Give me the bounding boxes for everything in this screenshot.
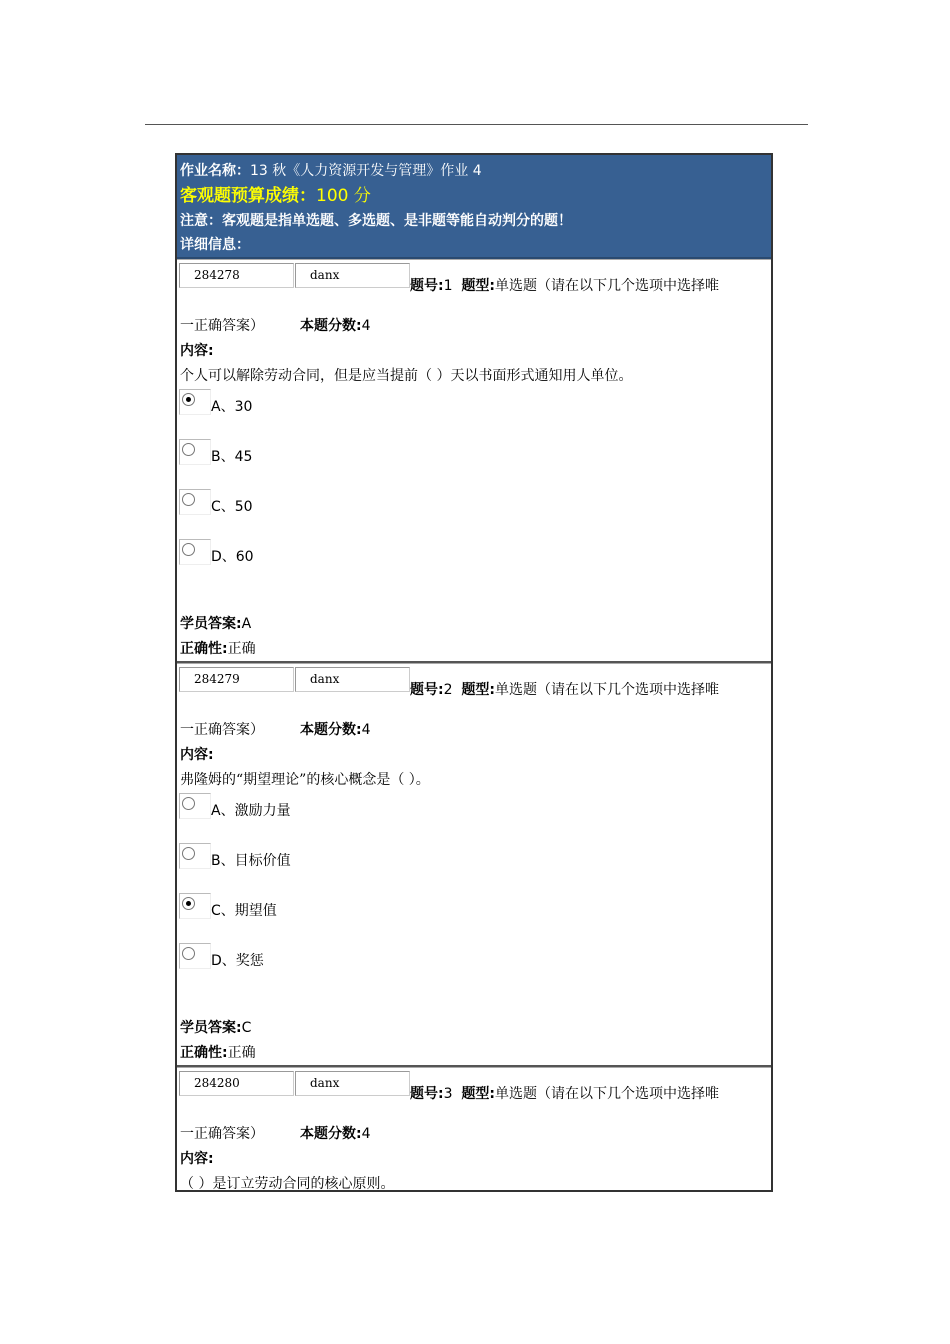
num-label: 题号: (410, 682, 444, 698)
question-number: 3 (443, 1086, 453, 1102)
radio-button[interactable] (182, 847, 195, 860)
question-id-field[interactable]: 284278 (179, 263, 294, 288)
radio-button-checked[interactable] (182, 897, 195, 910)
question-header-cont (180, 718, 371, 742)
question-content: （ ）是订立劳动合同的核心原则。 (180, 1176, 395, 1192)
question-block-2 (177, 663, 771, 1067)
radio-frame (179, 389, 211, 415)
objective-score (180, 183, 771, 209)
question-type: 单选题（请在以下几个选项中选择唯 (495, 682, 720, 698)
homework-header (177, 155, 771, 259)
points-label: 本题分数: (300, 722, 362, 738)
correctness-label: 正确性: (180, 1045, 228, 1061)
content-label: 内容: (180, 747, 214, 763)
option-label: A、30 (211, 399, 253, 415)
radio-button[interactable] (182, 443, 195, 456)
question-content: 个人可以解除劳动合同，但是应当提前（ ）天以书面形式通知用人单位。 (180, 368, 633, 384)
content-label: 内容: (180, 1151, 214, 1167)
question-header-cont (180, 314, 371, 338)
question-type-cont: 一正确答案） (180, 722, 264, 738)
option-label: B、目标价值 (211, 853, 291, 869)
radio-button[interactable] (182, 493, 195, 506)
question-points: 4 (361, 722, 371, 738)
type-label: 题型: (461, 1086, 496, 1102)
score-value: 100 分 (316, 186, 371, 206)
type-label: 题型: (461, 682, 496, 698)
student-answer-label: 学员答案: (180, 616, 242, 632)
radio-frame (179, 943, 211, 969)
type-label: 题型: (461, 278, 496, 294)
question-type: 单选题（请在以下几个选项中选择唯 (495, 278, 720, 294)
student-answer (180, 1016, 251, 1040)
detail-label: 详细信息： (180, 237, 250, 253)
radio-button-checked[interactable] (182, 393, 195, 406)
question-type-code-field[interactable]: danx (295, 1071, 410, 1096)
student-answer-label: 学员答案: (180, 1020, 242, 1036)
question-points: 4 (361, 1126, 371, 1142)
score-label: 客观题预算成绩： (180, 186, 316, 206)
option-label: C、50 (211, 499, 253, 515)
option-label: A、激励力量 (211, 803, 291, 819)
option-label: C、期望值 (211, 903, 277, 919)
correctness-value: 正确 (227, 1045, 256, 1061)
correctness (180, 1041, 256, 1065)
top-divider (145, 124, 808, 125)
notice-text: 注意：客观题是指单选题、多选题、是非题等能自动判分的题！ (180, 213, 572, 229)
question-block-3 (177, 1067, 771, 1192)
homework-name-label: 作业名称： (180, 163, 250, 179)
correctness (180, 637, 256, 661)
question-header (410, 274, 719, 298)
question-id-field[interactable]: 284280 (179, 1071, 294, 1096)
points-label: 本题分数: (300, 1126, 362, 1142)
option-label: D、60 (211, 549, 254, 565)
question-header (410, 1082, 719, 1106)
radio-frame (179, 439, 211, 465)
radio-frame (179, 893, 211, 919)
option-label: D、奖惩 (211, 953, 264, 969)
radio-button[interactable] (182, 543, 195, 556)
radio-frame (179, 843, 211, 869)
homework-name-value: 13 秋《人力资源开发与管理》作业 4 (250, 163, 482, 179)
question-type-cont: 一正确答案） (180, 1126, 264, 1142)
content-label: 内容: (180, 343, 214, 359)
radio-button[interactable] (182, 947, 195, 960)
question-type-cont: 一正确答案） (180, 318, 264, 334)
question-points: 4 (361, 318, 371, 334)
question-block-1 (177, 259, 771, 663)
num-label: 题号: (410, 278, 444, 294)
correctness-value: 正确 (227, 641, 256, 657)
homework-name (180, 159, 771, 183)
question-type-code-field[interactable]: danx (295, 667, 410, 692)
points-label: 本题分数: (300, 318, 362, 334)
radio-frame (179, 489, 211, 515)
question-header-cont (180, 1122, 371, 1146)
num-label: 题号: (410, 1086, 444, 1102)
question-type-code-field[interactable]: danx (295, 263, 410, 288)
question-id-field[interactable]: 284279 (179, 667, 294, 692)
question-number: 1 (443, 278, 453, 294)
radio-button[interactable] (182, 797, 195, 810)
correctness-label: 正确性: (180, 641, 228, 657)
option-label: B、45 (211, 449, 253, 465)
question-header (410, 678, 719, 702)
student-answer-value: C (241, 1020, 252, 1036)
question-content: 弗隆姆的“期望理论”的核心概念是（ ）。 (180, 772, 430, 788)
student-answer-value: A (241, 616, 252, 632)
question-type: 单选题（请在以下几个选项中选择唯 (495, 1086, 720, 1102)
radio-frame (179, 793, 211, 819)
question-number: 2 (443, 682, 453, 698)
radio-frame (179, 539, 211, 565)
homework-sheet (175, 153, 773, 1192)
student-answer (180, 612, 251, 636)
